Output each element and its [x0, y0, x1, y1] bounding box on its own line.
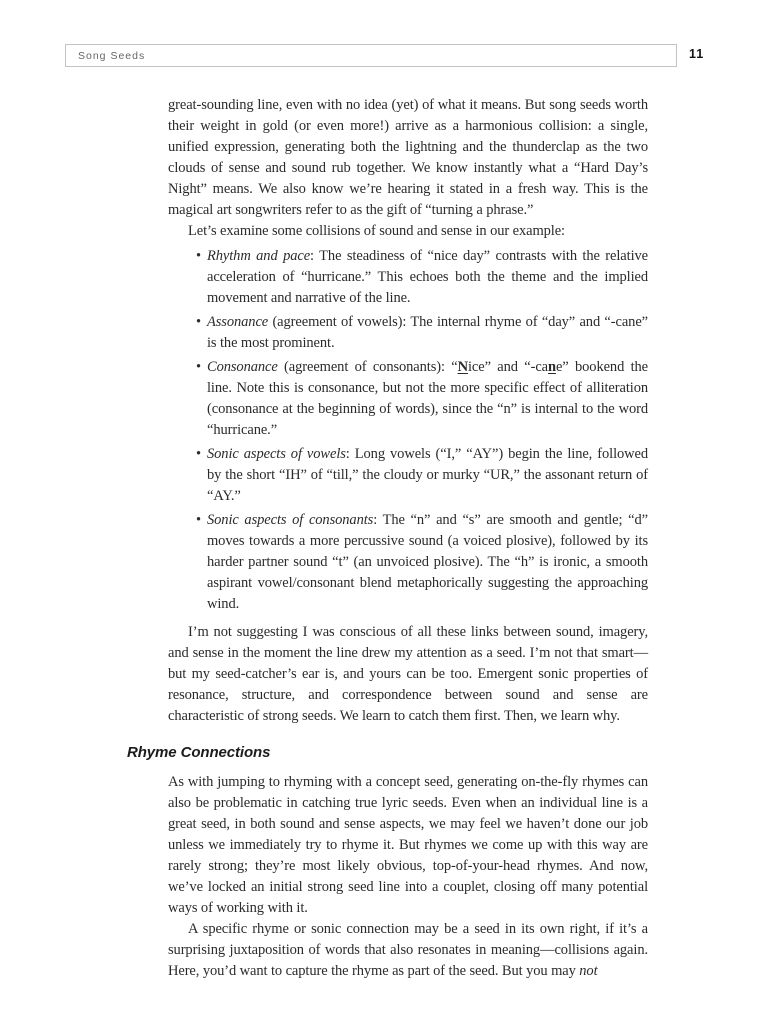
- bullet-text: e” bookend the line. Note this is consonance, but not the more specific effect of alliteration (consonance at the beginning of words), since the “n” is internal to the word “hurricane.”: [207, 359, 648, 438]
- bullet-lead: Assonance: [207, 314, 269, 330]
- bullet-text: ice” and “-ca: [467, 359, 548, 375]
- bullet-item-consonance: [168, 357, 648, 441]
- bullet-text-bold-underline: n: [548, 359, 556, 375]
- bullet-marker: •: [196, 359, 201, 375]
- paragraph-summary: I’m not suggesting I was conscious of all these links between sound, imagery, and sense in the moment the line drew my attention as a seed. I’m not that smart—but my seed-catcher’s ear is, and yours can be too. Emergent sonic properties of resonance, structure, and correspondence between sound and sense are characteristic of strong seeds. We learn to catch them first. Then, we learn why.: [168, 624, 648, 724]
- bullet-item-assonance: [168, 312, 648, 354]
- bullet-list: [168, 246, 648, 615]
- running-head-title: Song Seeds: [78, 49, 146, 62]
- paragraph-text: A specific rhyme or sonic connection may be a seed in its own right, if it’s a surprising juxtaposition of words that also resonates in meaning—collisions again. Here, you’d want to capture the rhyme as part of the seed. But you may: [168, 921, 648, 979]
- bullet-text: (agreement of consonants): “: [277, 359, 458, 375]
- paragraph-lead-in: Let’s examine some collisions of sound and sense in our example:: [188, 223, 565, 239]
- bullet-item-rhythm: [168, 246, 648, 309]
- bullet-text: : Long vowels (“I,” “AY”) begin the line, followed by the short “IH” of “till,” the cloudy or murky “UR,” the assonant return of “AY.”: [207, 446, 648, 504]
- bullet-text-bold-underline: N: [457, 359, 468, 375]
- paragraph-rhyme-2: [168, 919, 648, 982]
- bullet-lead: Consonance: [207, 359, 278, 375]
- bullet-item-sonic-vowels: [168, 444, 648, 507]
- bullet-marker: •: [196, 512, 201, 528]
- paragraph-text-italic: not: [579, 963, 598, 979]
- bullet-lead: Sonic aspects of vowels: [207, 446, 346, 462]
- bullet-marker: •: [196, 446, 201, 462]
- bullet-text: (agreement of vowels): The internal rhyme of “day” and “-cane” is the most prominent.: [207, 314, 648, 351]
- bullet-marker: •: [196, 314, 201, 330]
- running-head-box: [65, 44, 677, 67]
- bullet-text: : The steadiness of “nice day” contrasts with the relative acceleration of “hurricane.” This echoes both the theme and the implied movement and narrative of the line.: [207, 248, 648, 306]
- section-heading: Rhyme Connections: [127, 744, 271, 761]
- paragraph-rhyme-1: As with jumping to rhyming with a concept seed, generating on-the-fly rhymes can also be problematic in catching true lyric seeds. Even when an individual line is a great seed, in both sound and sense aspects, we may feel we haven’t done our job unless we immediately try to rhyme it. But rhymes we come up with this way are rarely strong; they’re most likely obvious, top-of-your-head rhymes. And now, we’ve locked an initial strong seed line into a couplet, closing off many potential ways of working with it.: [168, 774, 648, 916]
- page-content: [127, 95, 648, 982]
- bullet-marker: •: [196, 248, 201, 264]
- bullet-lead: Rhythm and pace: [207, 248, 311, 264]
- paragraph-continuation: great-sounding line, even with no idea (yet) of what it means. But song seeds worth their weight in gold (or even more!) arrive as a harmonious collision: a single, unified expression, generating both the lightning and the thunderclap as the two clouds of sense and sound rub together. We know instantly what a “Hard Day’s Night” means. We also know we’re hearing it stated in a fresh way. This is the magical art songwriters refer to as the gift of “turning a phrase.”: [168, 97, 648, 218]
- bullet-item-sonic-consonants: [168, 510, 648, 615]
- page-number: 11: [689, 47, 705, 61]
- bullet-lead: Sonic aspects of consonants: [207, 512, 374, 528]
- bullet-text: : The “n” and “s” are smooth and gentle; “d” moves towards a more percussive sound (a voiced plosive), followed by its harder partner sound “t” (an unvoiced plosive). The “h” is ironic, a smooth aspirant vowel/consonant blend metaphorically suggesting the approaching wind.: [207, 512, 648, 612]
